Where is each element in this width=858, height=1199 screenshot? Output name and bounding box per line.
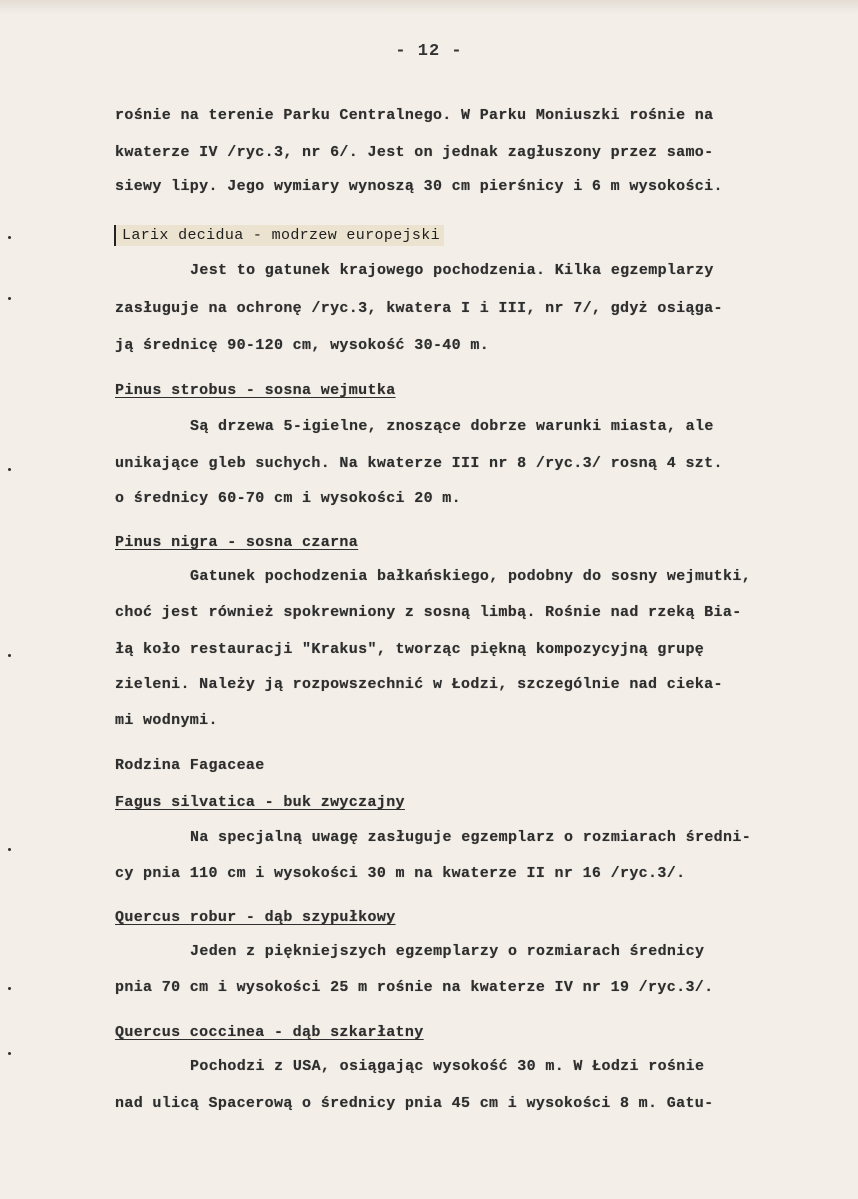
margin-punch-mark [8, 1052, 11, 1055]
body-line: rośnie na terenie Parku Centralnego. W Parku Moniuszki rośnie na [115, 107, 714, 124]
body-line: ją średnicę 90-120 cm, wysokość 30-40 m. [115, 337, 490, 354]
species-heading-pinus-strobus: Pinus strobus - sosna wejmutka [115, 382, 396, 399]
body-line: choć jest również spokrewniony z sosną limbą. Rośnie nad rzeką Bia- [115, 604, 742, 621]
body-line: Na specjalną uwagę zasługuje egzemplarz o rozmiarach średni- [190, 829, 752, 846]
body-line: nad ulicą Spacerową o średnicy pnia 45 cm i wysokości 8 m. Gatu- [115, 1095, 714, 1112]
body-line: zasługuje na ochronę /ryc.3, kwatera I i III, nr 7/, gdyż osiąga- [115, 300, 723, 317]
species-heading-quercus-robur: Quercus robur - dąb szypułkowy [115, 909, 396, 926]
margin-punch-mark [8, 297, 11, 300]
body-line: Jeden z piękniejszych egzemplarzy o rozmiarach średnicy [190, 943, 705, 960]
species-heading-pinus-nigra: Pinus nigra - sosna czarna [115, 534, 359, 551]
margin-punch-mark [8, 987, 11, 990]
species-heading-fagus: Fagus silvatica - buk zwyczajny [115, 794, 405, 811]
species-heading-larix: Larix decidua - modrzew europejski [114, 225, 444, 246]
margin-punch-mark [8, 236, 11, 239]
body-line: Są drzewa 5-igielne, znoszące dobrze warunki miasta, ale [190, 418, 714, 435]
body-line: cy pnia 110 cm i wysokości 30 m na kwaterze II nr 16 /ryc.3/. [115, 865, 686, 882]
species-heading-quercus-coccinea: Quercus coccinea - dąb szkarłatny [115, 1024, 424, 1041]
body-line: Jest to gatunek krajowego pochodzenia. Kilka egzemplarzy [190, 262, 714, 279]
body-line: Pochodzi z USA, osiągając wysokość 30 m. W Łodzi rośnie [190, 1058, 705, 1075]
body-line: siewy lipy. Jego wymiary wynoszą 30 cm pierśnicy i 6 m wysokości. [115, 178, 723, 195]
body-line: o średnicy 60-70 cm i wysokości 20 m. [115, 490, 462, 507]
margin-punch-mark [8, 848, 11, 851]
family-heading: Rodzina Fagaceae [115, 757, 265, 774]
margin-punch-mark [8, 654, 11, 657]
page-number: - 12 - [395, 42, 463, 61]
margin-punch-mark [8, 468, 11, 471]
body-line: zieleni. Należy ją rozpowszechnić w Łodzi, szczególnie nad cieka- [115, 676, 723, 693]
page-edge-shadow [0, 0, 858, 14]
body-line: unikające gleb suchych. Na kwaterze III nr 8 /ryc.3/ rosną 4 szt. [115, 455, 723, 472]
body-line: Gatunek pochodzenia bałkańskiego, podobny do sosny wejmutki, [190, 568, 752, 585]
body-line: mi wodnymi. [115, 712, 218, 729]
body-line: kwaterze IV /ryc.3, nr 6/. Jest on jednak zagłuszony przez samo- [115, 144, 714, 161]
body-line: łą koło restauracji "Krakus", tworząc piękną kompozycyjną grupę [115, 641, 705, 658]
body-line: pnia 70 cm i wysokości 25 m rośnie na kwaterze IV nr 19 /ryc.3/. [115, 979, 714, 996]
